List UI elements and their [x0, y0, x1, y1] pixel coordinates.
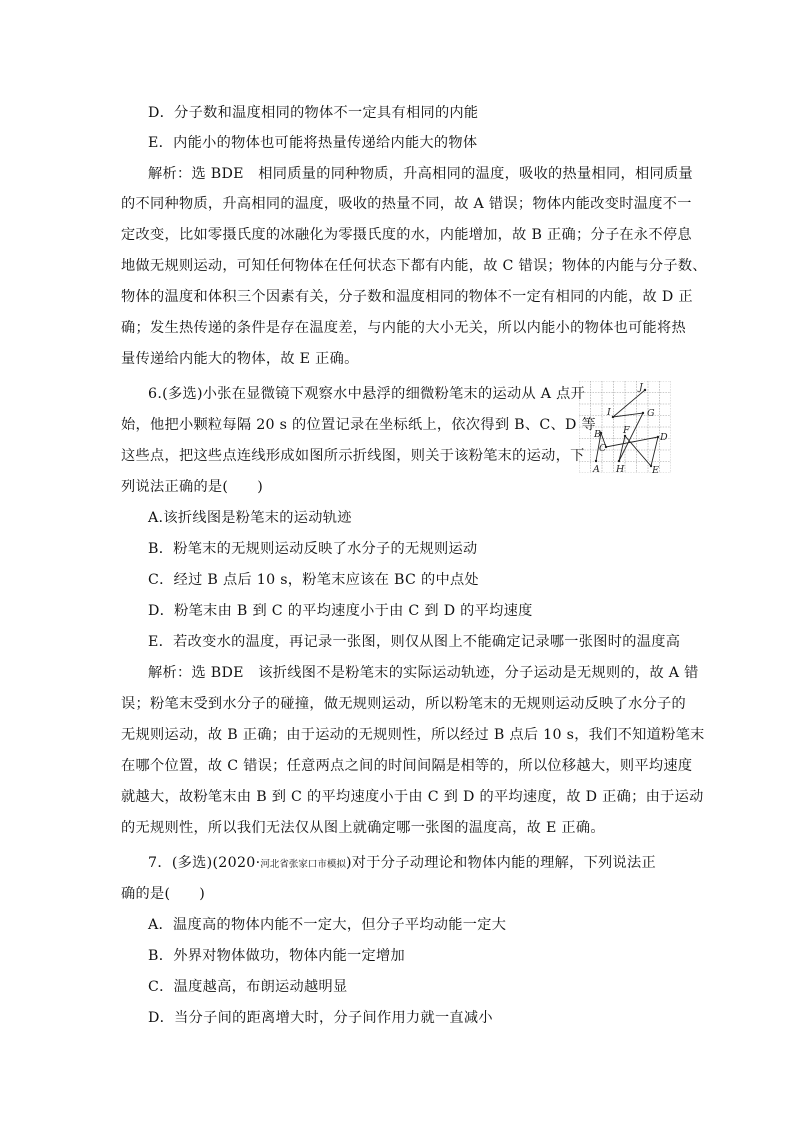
q7-stem-line-2: 确的是( ) [121, 886, 206, 902]
q7-stem-line-1 [148, 853, 794, 875]
point-label-b: B [594, 429, 601, 440]
prev-analysis-line-7: 量传递给内能大的物体，故 E 正确。 [121, 351, 359, 367]
q6-stem-line-4: 列说法正确的是( ) [121, 479, 264, 495]
q6-stem-line-2: 始，他把小颗粒每隔 20 s 的位置记录在坐标纸上，依次得到 B、C、D 等 [121, 417, 597, 433]
q7-option-b: B．外界对物体做功，物体内能一定增加 [148, 948, 406, 964]
prev-analysis-line-5: 物体的温度和体积三个因素有关，分子数和温度相同的物体不一定有相同的内能，故 D 正 [121, 289, 693, 305]
prev-analysis-line-1: 解析：选 BDE 相同质量的同种物质，升高相同的温度，吸收的热量相同，相同质量 [148, 166, 693, 182]
q6-stem-line-3: 这些点，把这些点连线形成如图所示折线图，则关于该粉笔末的运动，下 [121, 448, 585, 464]
q6-analysis-line-6: 的无规则性，所以我们无法仅从图上就确定哪一张图的温度高，故 E 正确。 [121, 820, 605, 836]
prev-analysis-line-3: 定改变，比如零摄氏度的冰融化为零摄氏度的水，内能增加，故 B 正确；分子在永不停息 [121, 227, 692, 243]
prev-option-d: D．分子数和温度相同的物体不一定具有相同的内能 [148, 105, 479, 121]
point-label-j: J [639, 382, 643, 393]
q7-option-c: C．温度越高，布朗运动越明显 [148, 979, 348, 995]
point-label-f: F [623, 425, 630, 436]
prev-analysis-line-6: 确；发生热传递的条件是存在温度差，与内能的大小无关，所以内能小的物体也可能将热 [121, 320, 687, 336]
q7-option-d: D．当分子间的距离增大时，分子间作用力就一直减小 [148, 1010, 493, 1026]
point-labels [592, 382, 668, 473]
prev-option-e: E．内能小的物体也可能将热量传递给内能大的物体 [148, 135, 478, 151]
point-label-h: H [616, 464, 625, 473]
q6-analysis-line-4: 在哪个位置，故 C 错误；任意两点之间的时间间隔是相等的，所以位移越大，则平均速度 [121, 758, 693, 774]
q6-option-c: C．经过 B 点后 10 s，粉笔末应该在 BC 的中点处 [148, 572, 479, 588]
brownian-motion-figure [579, 381, 671, 473]
q6-stem-line-1: 6.(多选)小张在显微镜下观察水中悬浮的细微粉笔末的运动从 A 点开 [148, 386, 586, 402]
point-label-g: G [647, 408, 655, 419]
q6-analysis-line-2: 误；粉笔末受到水分子的碰撞，做无规则运动，所以粉笔末的无规则运动反映了水分子的 [121, 696, 687, 712]
q7-source: 河北省张家口市模拟 [260, 859, 346, 870]
prev-analysis-line-4: 地做无规则运动，可知任何物体在任何状态下都有内能，故 C 错误；物体的内能与分子数、 [121, 258, 707, 274]
q7-stem-prefix: 7．(多选)(2020· [148, 855, 261, 871]
point-label-c: C [599, 443, 607, 454]
q6-analysis-line-1: 解析：选 BDE 该折线图不是粉笔末的实际运动轨迹，分子运动是无规则的，故 A 错 [148, 665, 699, 681]
q6-option-e: E．若改变水的温度，再记录一张图，则仅从图上不能确定记录哪一张图时的温度高 [148, 634, 681, 650]
q6-option-d: D．粉笔末由 B 到 C 的平均速度小于由 C 到 D 的平均速度 [148, 603, 533, 619]
prev-analysis-line-2: 的不同种物质，升高相同的温度，吸收的热量不同，故 A 错误；物体内能改变时温度不一 [121, 196, 692, 212]
q6-analysis-line-5: 就越大，故粉笔末由 B 到 C 的平均速度小于由 C 到 D 的平均速度，故 D 正确；由于运动 [121, 789, 704, 805]
q7-option-a: A．温度高的物体内能不一定大，但分子平均动能一定大 [148, 917, 507, 933]
point-label-i: I [607, 407, 611, 418]
point-label-d: D [660, 432, 668, 443]
q6-analysis-line-3: 无规则运动，故 B 正确；由于运动的无规则性，所以经过 B 点后 10 s，我们不知道粉笔末 [121, 727, 705, 743]
point-label-e: E [652, 465, 659, 473]
point-label-a: A [593, 464, 600, 473]
q7-stem-suffix: )对于分子动理论和物体内能的理解，下列说法正 [345, 855, 657, 871]
q6-option-a: A.该折线图是粉笔末的运动轨迹 [148, 510, 352, 526]
q6-option-b: B．粉笔末的无规则运动反映了水分子的无规则运动 [148, 541, 478, 557]
